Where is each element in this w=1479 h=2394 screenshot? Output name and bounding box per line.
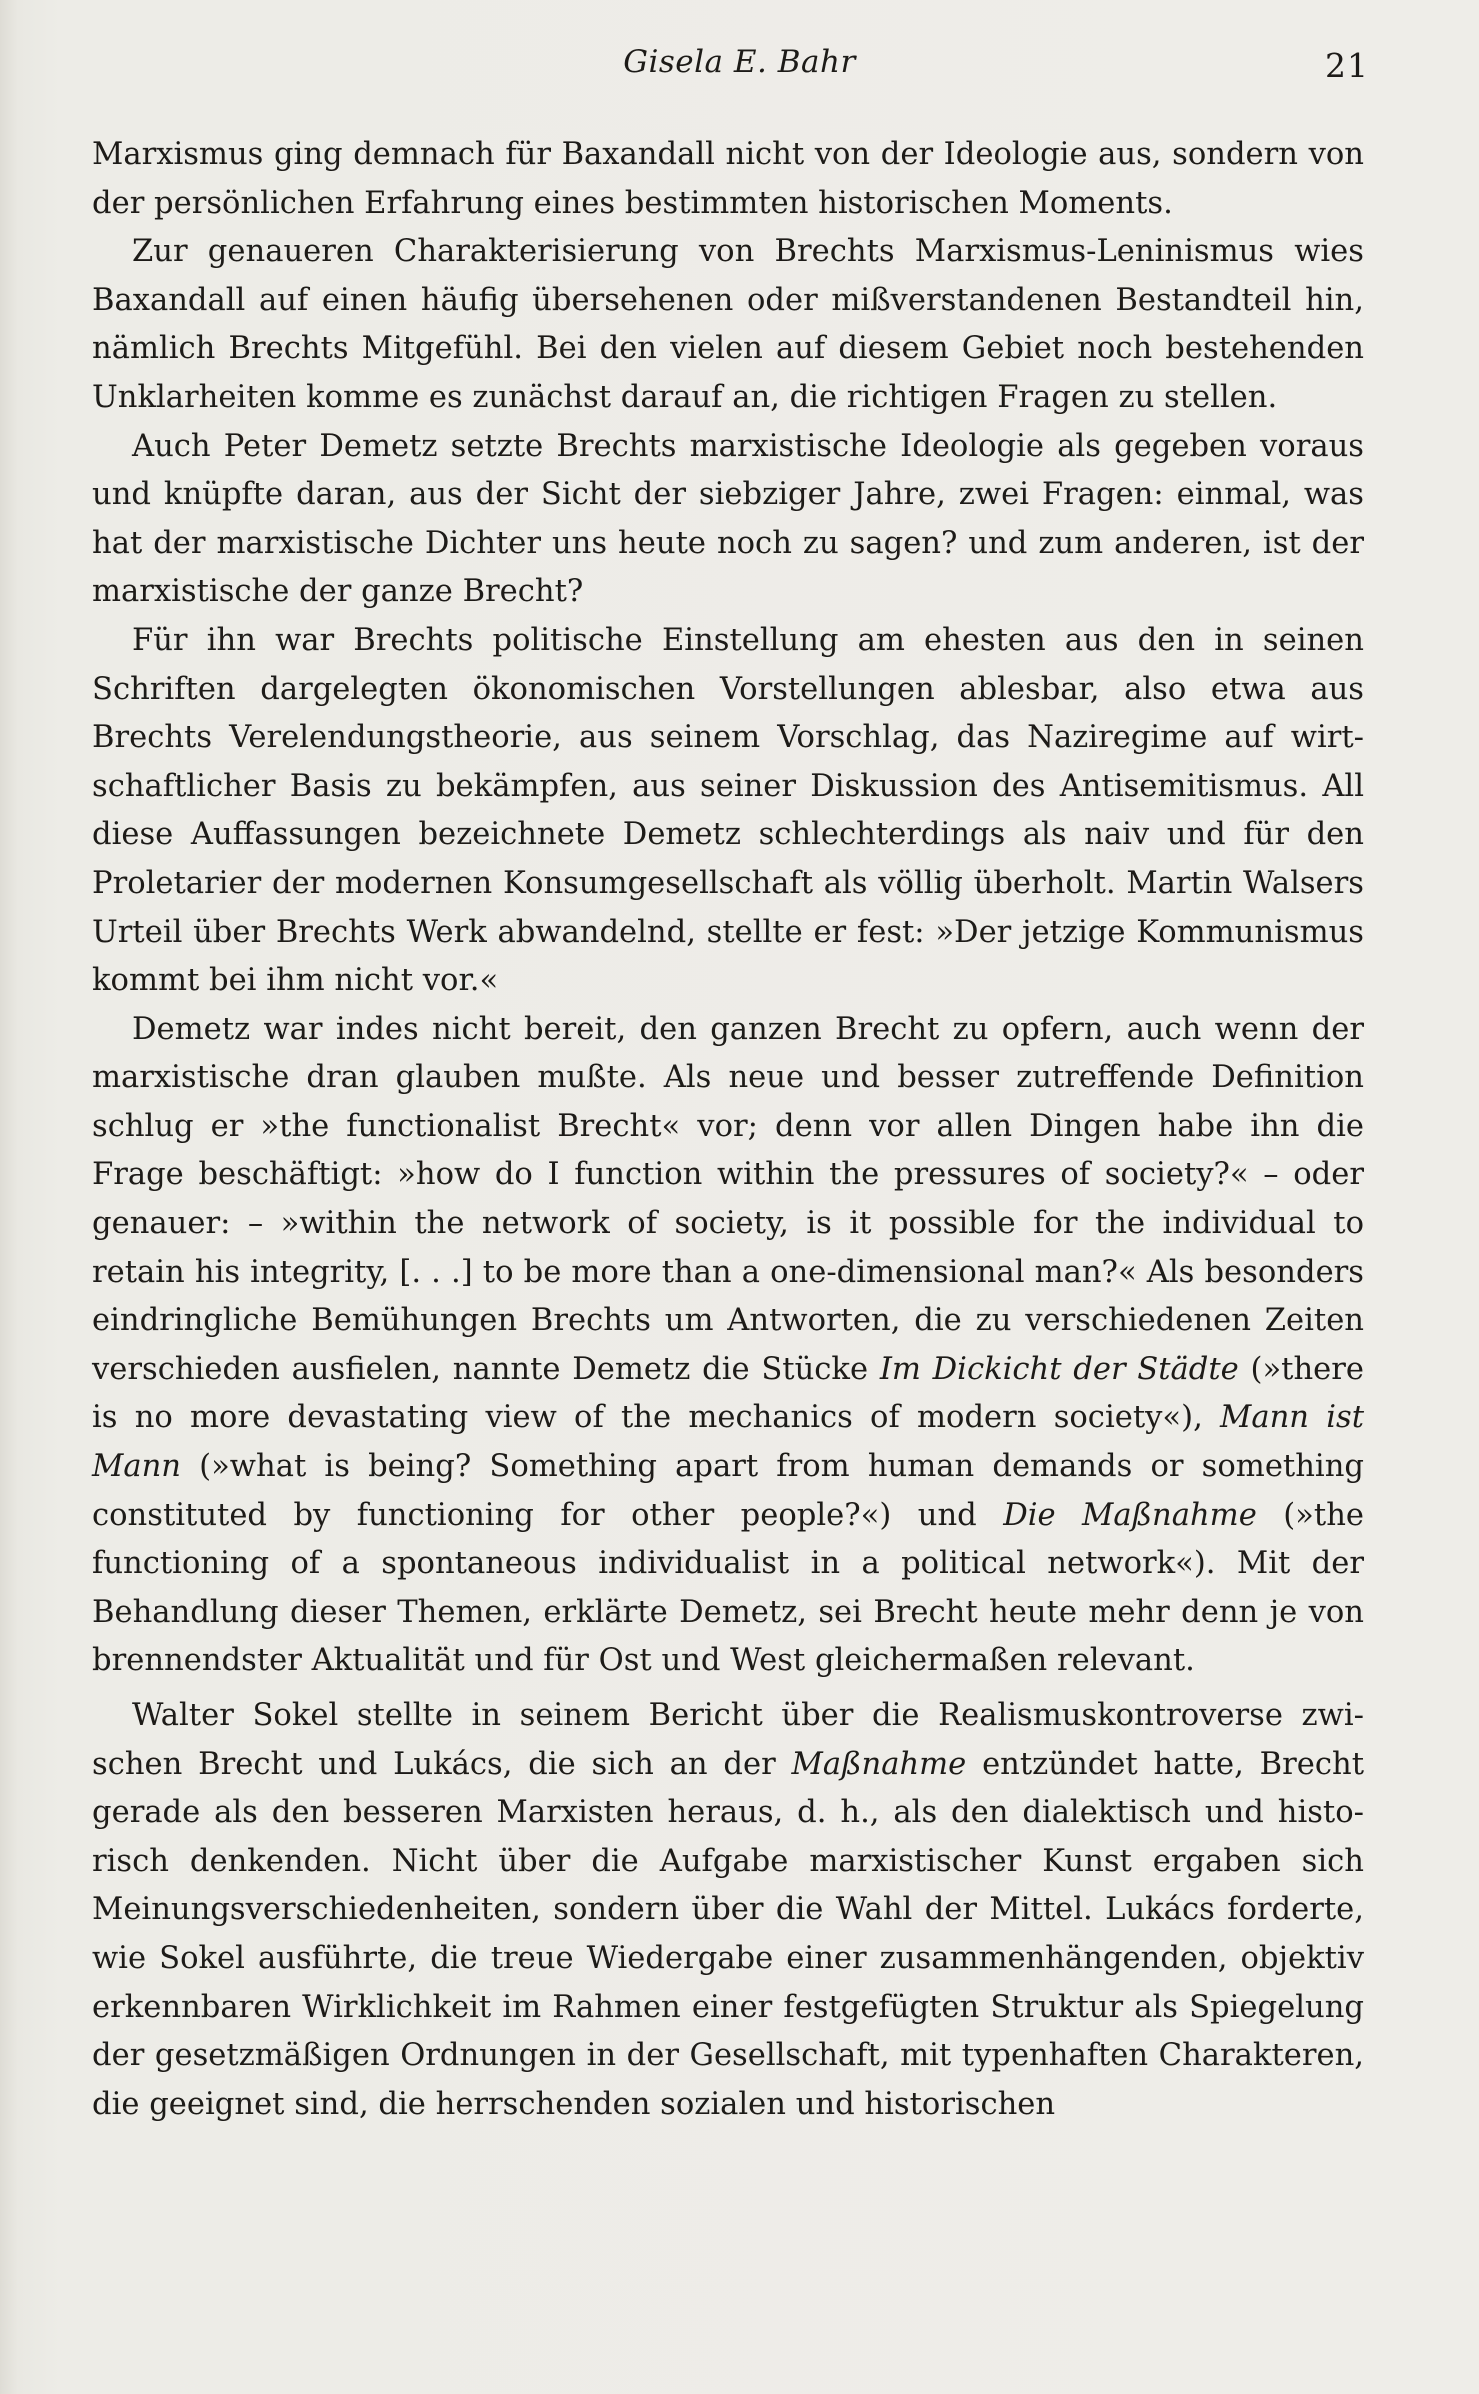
work-title: Mann ist Mann (92, 1400, 1364, 1485)
text-run: Für ihn war Brechts politische Einstellung am ehesten aus den in seinen Schriften dargelegten ökonomischen Vorstellungen ablesbar, also etwa aus Brechts Verelendungstheorie, aus seinem Vorschlag, das Naziregime auf wirtschaftlicher Basis zu bekämpfen, aus seiner Diskussion des Antisemitismus. All diese Auffassungen bezeichnete Demetz schlechterdings als naiv und für den Proletarier der modernen Konsumgesellschaft als völlig überholt. Martin Walsers Urteil über Brechts Werk abwandelnd, stellte er fest: »Der jetzige Kommunismus kommt bei ihm nicht vor.« (92, 622, 1364, 999)
paragraph (92, 423, 1364, 617)
work-title: Die Maßnahme (1003, 1497, 1257, 1533)
text-run: Demetz war indes nicht bereit, den ganzen Brecht zu opfern, auch wenn der marxistische dran glauben mußte. Als neue und besser zutreffende Definition schlug er »the functionalist Brecht« vor; denn vor allen Dingen habe ihn die Frage beschäftigt: »how do I function within the pressures of society?« – oder genauer: – »within the network of society, is it possible for the individual to retain his integrity, [. . .] to be more than a one-dimensional man?« Als besonders eindringliche Bemühungen Brechts um Antworten, die zu verschiedenen Zeiten verschieden ausfielen, nannte Demetz die Stücke (92, 1011, 1364, 1387)
text-run: Zur genaueren Charakterisierung von Brechts Marxismus-Leninismus wies Baxandall auf einen häufig übersehenen oder mißverstandenen Bestandteil hin, nämlich Brechts Mitgefühl. Bei den vielen auf diesem Gebiet noch bestehenden Unklarheiten komme es zunächst darauf an, die richtigen Fragen zu stellen. (92, 234, 1364, 415)
work-title: Maßnahme (791, 1746, 967, 1782)
text-run: (»the functioning of a spontaneous individualist in a political network«). Mit der Behandlung dieser Themen, erklärte Demetz, sei Brecht heute mehr denn je von brennendster Aktualität und für Ost und West gleichermaßen relevant. (92, 1497, 1364, 1679)
text-run: entzündet hatte, Brecht gerade als den besseren Marxisten heraus, d. h., als den dialektisch und historisch denkenden. Nicht über die Aufgabe marxistischer Kunst ergaben sich Meinungsverschiedenheiten, sondern über die Wahl der Mittel. Lukács forderte, wie Sokel ausführte, die treue Wiedergabe einer zusammenhängenden, objektiv erkennbaren Wirklichkeit im Rahmen einer festgefügten Struktur als Spiegelung der gesetzmäßigen Ordnungen in der Gesellschaft, mit typenhaften Charakteren, die geeignet sind, die herrschenden sozialen und historischen (92, 1746, 1364, 2122)
paragraph (92, 228, 1364, 422)
running-head (0, 40, 1479, 90)
page-number: 21 (1325, 46, 1369, 85)
text-run: Marxismus ging demnach für Baxandall nicht von der Ideologie aus, sondern von der persönlichen Erfahrung eines bestimmten historischen Moments. (92, 137, 1364, 221)
text-run: (»there is no more devastating view of the mechanics of modern society«), (92, 1351, 1365, 1436)
body-text (92, 131, 1364, 2129)
work-title: Im Dickicht der Städte (879, 1351, 1239, 1387)
paragraph (92, 1692, 1364, 2129)
text-run: Auch Peter Demetz setzte Brechts marxistische Ideologie als gegeben voraus und knüpfte daran, aus der Sicht der siebziger Jahre, zwei Fragen: einmal, was hat der marxistische Dichter uns heute noch zu sagen? und zum anderen, ist der marxistische der ganze Brecht? (92, 428, 1364, 610)
paragraph (92, 1006, 1364, 1686)
paragraph (92, 617, 1364, 1006)
paragraph (92, 131, 1364, 228)
text-run: Walter Sokel stellte in seinem Bericht über die Realismuskontroverse zwischen Brecht und Lukács, die sich an der (92, 1698, 1364, 1782)
text-run: (»what is being? Something apart from human demands or something constituted by functioning for other people?«) und (92, 1449, 1364, 1533)
running-head-author: Gisela E. Bahr (623, 44, 856, 80)
